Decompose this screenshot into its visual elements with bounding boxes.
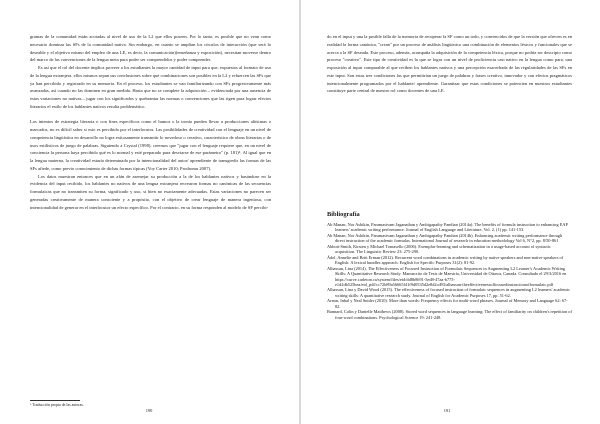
footnote-rule <box>30 400 80 401</box>
left-body-text <box>30 33 271 211</box>
bibliography-heading: Bibliografía <box>327 211 360 218</box>
bibliography-entry: Abbott-Smith, Kirsten y Michael Tomasello (2006). Exemplar-learning and schematization in a usage-based account of syntactic acquisition. The Linguistic Review 23: 275-290. <box>327 243 551 255</box>
bibliography-list <box>327 222 572 320</box>
paragraph: Los datos muestran entonces que en un afán de asemejar su producción a la de los hablantes nativos y basándose en la evidencia del input recibido, los hablantes no nativos de una lengua extranjera recrearon formas no canónicas de las secuencias formulaicas que no transmiten su forma, significado y uso, si bien no exactamente adecuadas. Estas variaciones no parecen ser generadas creativamente de manera consciente y a propósito, con el objetivo de crear lenguaje de manera ingeniosa, con intencionalidad de generar en el interlocutor un efecto específico. Por el contrario, en su forma responden al modelo de SF percibi- <box>30 173 271 210</box>
bibliography-entry: Ab Manan, Nor Ashikin, Paramasivam Jaganathan y Ambigapathy Pandian (2014b). Enhancing academic writing performance through direct instruction of the academic formulas. International Journal of research in education methodology Vol 6, N°2, pp. 8/50-861 <box>327 232 563 244</box>
paragraph: Los intentos de estrategia literaria o con fines específicos como el humor o la ironía pueden llevar a producciones altísimas o marcados, no es difícil saber si esto es percibido por el interlocutor. Las posibilidades de creatividad con el lenguaje en un nivel de competencia lingüística en desarrollo no logra exitosamente transmitir lo novedoso o creativo, característico de obras literarias o de usos estilísticos de juego de palabras. Siguiendo a Crystal (1998), creemos que "jugar con el lenguaje requiere que, en un nivel de conciencia la persona haya percibido qué es lo normal y esté preparado para desviarse de ese parámetro" (p. 181)⁶. Al igual que en la lengua materna, la creatividad estaría determinada por la intencionalidad del autor/ aprendiente de transgredir las formas de las SFs afiede, como previo conocimiento de dichas formas típicas (Voy Carter 2010; Prodromu 2007). <box>30 119 271 171</box>
footnote: ⁶ Traducción propia de las autoras. <box>30 403 84 407</box>
paragraph: Es así que el rol del docente implica proveer a los estudiantes la mayor cantidad de input para que, expuestos al formato de uso de la lengua extranjera, ellos mismos sepan sus conclusiones sobre qué combinaciones son posibles en la L2 y refuercen las SFs que ya han percibido y registrado en su memoria. En el proceso, los estudiantes se van familiarizando con SFs progresivamente más avanzadas, así cuando no las dominen en gran medida. Hasta que no se complete la adquisición – evidenciada por una ausencia de estas variaciones no nativas–, jugar con los significados y quebrantar las normas o convenciones que las rigen para lograr efectos literarios el estilo de los hablantes nativos resulta problemático. <box>30 65 271 109</box>
bibliography-entry: Alhassan, Lina y David Wood (2015). The effectiveness of focused instruction of formulaic sequences in augmenting L2 learners' academic writing skills: A quantitative research study. Journal of English for Academic Purposes 17, pp. 51-62. <box>327 287 570 298</box>
bibliography-entry: Alhassan, Lina (2014). The Effectiveness of Focused Instruction of Formulaic Sequences in Augmenting L2 Learner's Academic Writing Skills: A Quantitative Research Study. Manuscrito de Tesis de Maestría, Universidad de Ottawa, Canada. Consultado el 29/3/2016 en https://curve.carleton.ca/system/files/etd/dd8b8691-5ed8-47aa-b775-e1d2db525bea/etd_pdf/cc72b89a56665f41f9d0535d2e8d2cd93/alhassan-theeffectivenessoffocusedinstructionofformulaic.pdf <box>327 265 567 287</box>
left-page <box>0 0 299 424</box>
bibliography-entry: Arnon, Inbal y Neal Snider (2010). More than words: Frequency effects for multi-word phrases. Journal of Memory and Language 62: 67-82. <box>327 298 568 309</box>
paragraph: do en el input y una la posible falla de la memoria de recuperar la SF como un todo, y convencidos de que la versión que ofrecen es en realidad la forma canónica, "crean" por un proceso de análisis lingüístico una combinación de elementos léxicos y funcionales que se acerca a la SF deseada. Este proceso, además, acompaña la adquisición de la competencia léxica, porque no podría ser descripto como proceso "creativo". Este tipo de creatividad es la que se logra con un nivel de proficiencia casi nativo en la lengua como para, una exposición al input comparable al que reciben los hablantes nativos y una percepción exacerbada de las regularidades de las SFs en este input. Son estas tres condiciones las que permitirían un juego de palabras y frases creativo, innovador y con efectos pragmáticos intencionalmente programados por el hablante/ aprendiente. Garantizar que estas condiciones se potencien en nuestros estudiantes constituye parte central de nuestro rol como docentes de una LE. <box>327 34 572 94</box>
bibliography-entry: Bannard, Colin y Danielle Matthews (2008). Stored word sequences in language learning: The effect of familiarity on children's repetition of four-word combinations. Psychological Science 19: 241-248. <box>327 309 572 320</box>
page-number: 190 <box>145 408 153 413</box>
right-body-text <box>327 33 572 95</box>
right-page <box>301 0 600 424</box>
paragraph: gramas de la comunidad están acotadas al nivel de uso de la L2 que ellos poseen. Por lo tanto, es posible que no vean como necesario dominar las SFs de la comunidad nativa. Sin embargo, en cuanto se amplían los círculos de interacción (que será lo deseable y el objetivo mismo del empleo de una LE, es decir, la comunicación)(enseñanza y exposición), necesitan moverse dentro del marco de las convenciones de la lengua meta para poder ser comprendidos y poder comprender. <box>30 34 271 63</box>
bibliography-entry: Ädel, Annelie and Britt Erman (2012). Recurrent word combinations in academic writing by native speakers and non-native speakers of English: A lexical bundles approach. English for Specific Purposes 31(2): 81-92. <box>327 254 564 266</box>
page-number: 191 <box>443 408 451 413</box>
bibliography-entry: Ab Manan, Nor Ashikin, Paramasivam Jaganathan y Ambigapathy Pandian (2014a). The benefits of formula instruction to enhancing EAP learners' academic writing performance. Journal of English Language and Literature, Vol. 2, (1) pp. 141-153. <box>327 222 568 233</box>
